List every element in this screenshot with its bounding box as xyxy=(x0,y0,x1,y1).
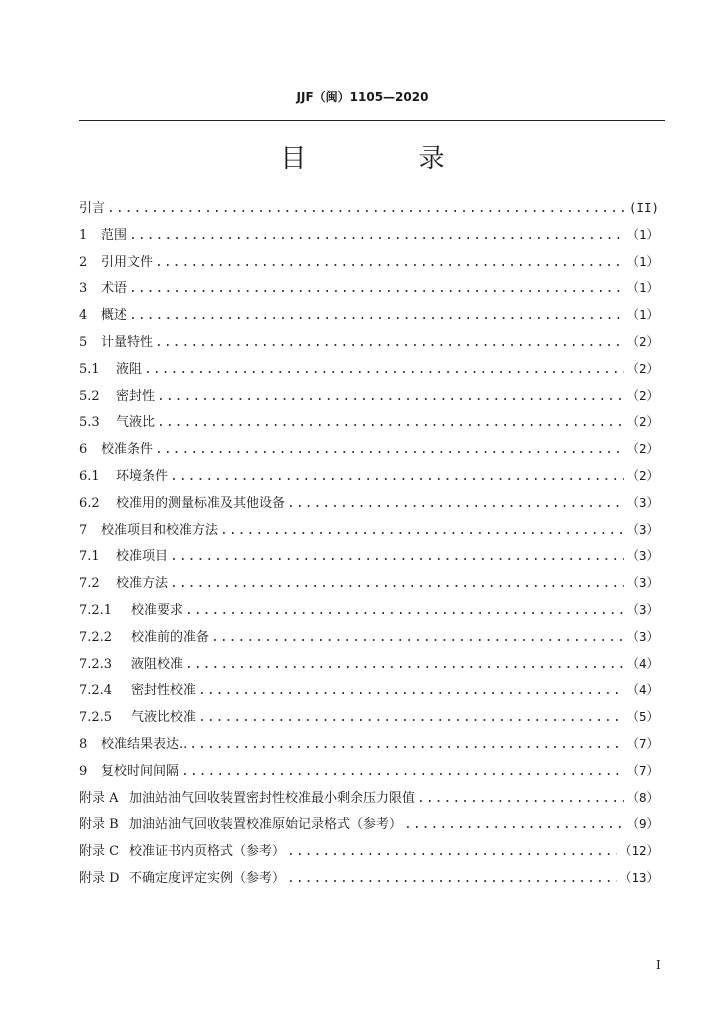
toc-entry-label: 校准要求 xyxy=(131,602,184,618)
toc-list xyxy=(79,197,659,894)
toc-entry-number: 5.1 xyxy=(79,361,100,377)
toc-entry-label: 复校时间间隔 xyxy=(101,763,180,779)
toc-leader-dots xyxy=(185,603,624,618)
toc-leader-dots xyxy=(129,228,624,243)
toc-entry-page: （3） xyxy=(626,521,659,537)
toc-entry-label: 校准证书内页格式（参考） xyxy=(129,844,286,860)
toc-entry[interactable] xyxy=(79,653,659,680)
toc-entry-page: （7） xyxy=(626,735,659,751)
toc-entry-number: 2 xyxy=(79,254,88,270)
toc-entry-label: 气液比校准 xyxy=(131,710,197,726)
toc-entry-number: 7.2.2 xyxy=(79,629,113,645)
toc-leader-dots xyxy=(189,737,624,752)
toc-leader-dots xyxy=(129,281,624,296)
toc-entry-number: 5 xyxy=(79,334,88,350)
toc-leader-dots xyxy=(157,389,624,404)
toc-entry-page: （4） xyxy=(626,682,659,698)
toc-entry-number: 7.2.3 xyxy=(79,656,113,672)
toc-entry-page: （1） xyxy=(626,307,659,323)
toc-entry-label: 环境条件 xyxy=(116,468,169,484)
toc-entry[interactable] xyxy=(79,519,659,546)
toc-entry[interactable] xyxy=(79,411,659,438)
toc-entry[interactable] xyxy=(79,706,659,733)
toc-entry-label: 术语 xyxy=(101,281,128,297)
toc-entry-page: （13） xyxy=(618,869,659,885)
toc-entry-number: 7.2.4 xyxy=(79,683,113,699)
toc-entry-label: 校准方法 xyxy=(116,576,169,592)
toc-entry-number: 7.2.5 xyxy=(79,710,113,726)
toc-entry-number: 附录 B xyxy=(79,817,119,833)
toc-entry-number: 附录 C xyxy=(79,844,120,860)
toc-entry-number: 5.3 xyxy=(79,415,100,431)
toc-entry-number: 7 xyxy=(79,522,88,538)
toc-leader-dots xyxy=(417,791,624,806)
toc-entry-number: 3 xyxy=(79,281,88,297)
toc-entry[interactable] xyxy=(79,626,659,653)
toc-entry-label: 概述 xyxy=(101,308,128,324)
toc-entry-page: （3） xyxy=(626,494,659,510)
toc-entry-page: （2） xyxy=(626,467,659,483)
toc-entry-label: 范围 xyxy=(101,227,128,243)
toc-entry-number: 7.1 xyxy=(79,549,100,565)
toc-entry-page: （4） xyxy=(626,655,659,671)
toc-entry-page: （2） xyxy=(626,414,659,430)
toc-entry-label: 校准项目 xyxy=(116,549,169,565)
toc-leader-dots xyxy=(107,201,627,216)
toc-entry[interactable] xyxy=(79,545,659,572)
toc-leader-dots xyxy=(155,335,624,350)
toc-entry-page: （1） xyxy=(626,280,659,296)
toc-entry-label: 加油站油气回收装置校准原始记录格式（参考） xyxy=(129,817,403,833)
toc-entry[interactable] xyxy=(79,331,659,358)
toc-entry-number: 附录 A xyxy=(79,790,119,806)
toc-entry[interactable] xyxy=(79,492,659,519)
toc-entry[interactable] xyxy=(79,385,659,412)
toc-entry-number: 6 xyxy=(79,442,88,458)
toc-leader-dots xyxy=(198,710,624,725)
toc-title: 目 录 xyxy=(280,144,497,174)
toc-entry-label: 校准用的测量标准及其他设备 xyxy=(116,495,286,511)
toc-entry-number: 附录 D xyxy=(79,870,120,886)
toc-entry-number: 6.1 xyxy=(79,468,100,484)
toc-entry-label: 不确定度评定实例（参考） xyxy=(129,870,286,886)
toc-entry-page: （1） xyxy=(626,253,659,269)
toc-entry-label: 液阻校准 xyxy=(131,656,184,672)
toc-entry-page: （7） xyxy=(626,762,659,778)
toc-entry-label: 校准条件 xyxy=(101,442,154,458)
toc-entry-page: （3） xyxy=(626,601,659,617)
header-rule xyxy=(79,120,665,121)
toc-leader-dots xyxy=(287,871,617,886)
toc-entry-label: 引用文件 xyxy=(101,254,154,270)
toc-entry-page: （2） xyxy=(626,441,659,457)
toc-entry[interactable] xyxy=(79,465,659,492)
toc-entry-page: （2） xyxy=(626,333,659,349)
toc-entry-label: 校准项目和校准方法 xyxy=(101,522,219,538)
toc-entry[interactable] xyxy=(79,197,659,224)
toc-entry[interactable] xyxy=(79,760,659,787)
toc-leader-dots xyxy=(198,683,624,698)
toc-entry-number: 7.2.1 xyxy=(79,602,113,618)
toc-entry-page: （3） xyxy=(626,575,659,591)
toc-entry-number: 7.2 xyxy=(79,576,100,592)
toc-entry-label: 加油站油气回收装置密封性校准最小剩余压力限值 xyxy=(129,790,416,806)
toc-entry-page: (II) xyxy=(628,200,659,215)
document-code: JJF（闽）1105—2020 xyxy=(296,90,429,104)
toc-entry-number: 8 xyxy=(79,736,88,752)
toc-entry[interactable] xyxy=(79,224,659,251)
toc-leader-dots xyxy=(170,469,624,484)
toc-entry-page: （9） xyxy=(626,816,659,832)
toc-leader-dots xyxy=(220,523,624,538)
toc-leader-dots xyxy=(211,630,624,645)
toc-entry-label: 密封性校准 xyxy=(131,683,197,699)
toc-entry-label: 液阻 xyxy=(116,361,143,377)
toc-entry-number: 4 xyxy=(79,308,88,324)
toc-entry[interactable] xyxy=(79,679,659,706)
toc-entry[interactable] xyxy=(79,358,659,385)
toc-leader-dots xyxy=(287,844,617,859)
toc-entry-label: 校准前的准备 xyxy=(131,629,210,645)
toc-entry[interactable] xyxy=(79,304,659,331)
toc-entry-number: 9 xyxy=(79,763,88,779)
toc-leader-dots xyxy=(157,415,624,430)
toc-entry-page: （3） xyxy=(626,628,659,644)
toc-entry[interactable] xyxy=(79,572,659,599)
page-number: I xyxy=(656,958,661,972)
toc-entry[interactable] xyxy=(79,867,659,894)
toc-leader-dots xyxy=(144,362,624,377)
toc-entry-page: （12） xyxy=(618,843,659,859)
toc-entry-page: （8） xyxy=(626,789,659,805)
toc-entry-number: 1 xyxy=(79,227,88,243)
toc-entry[interactable] xyxy=(79,438,659,465)
toc-entry-label: 密封性 xyxy=(116,388,156,404)
toc-leader-dots xyxy=(155,255,624,270)
toc-entry[interactable] xyxy=(79,787,659,814)
toc-entry-label: 计量特性 xyxy=(101,334,154,350)
toc-entry-page: （3） xyxy=(626,548,659,564)
toc-entry-page: （5） xyxy=(626,709,659,725)
toc-entry-page: （1） xyxy=(626,226,659,242)
toc-entry[interactable] xyxy=(79,277,659,304)
toc-leader-dots xyxy=(170,549,624,564)
toc-entry-number: 6.2 xyxy=(79,495,100,511)
toc-entry[interactable] xyxy=(79,813,659,840)
toc-entry-label: 校准结果表达.. xyxy=(101,736,188,752)
toc-entry-page: （2） xyxy=(626,387,659,403)
toc-entry[interactable] xyxy=(79,251,659,278)
toc-entry-page: （2） xyxy=(626,360,659,376)
toc-leader-dots xyxy=(155,442,624,457)
toc-entry[interactable] xyxy=(79,733,659,760)
toc-entry[interactable] xyxy=(79,599,659,626)
toc-entry-label: 气液比 xyxy=(116,415,156,431)
toc-leader-dots xyxy=(287,496,624,511)
toc-entry-label: 引言 xyxy=(79,201,106,216)
toc-leader-dots xyxy=(404,817,624,832)
toc-leader-dots xyxy=(181,764,624,779)
toc-leader-dots xyxy=(185,657,624,672)
toc-leader-dots xyxy=(129,308,624,323)
toc-entry[interactable] xyxy=(79,840,659,867)
toc-entry-number: 5.2 xyxy=(79,388,100,404)
toc-leader-dots xyxy=(170,576,624,591)
